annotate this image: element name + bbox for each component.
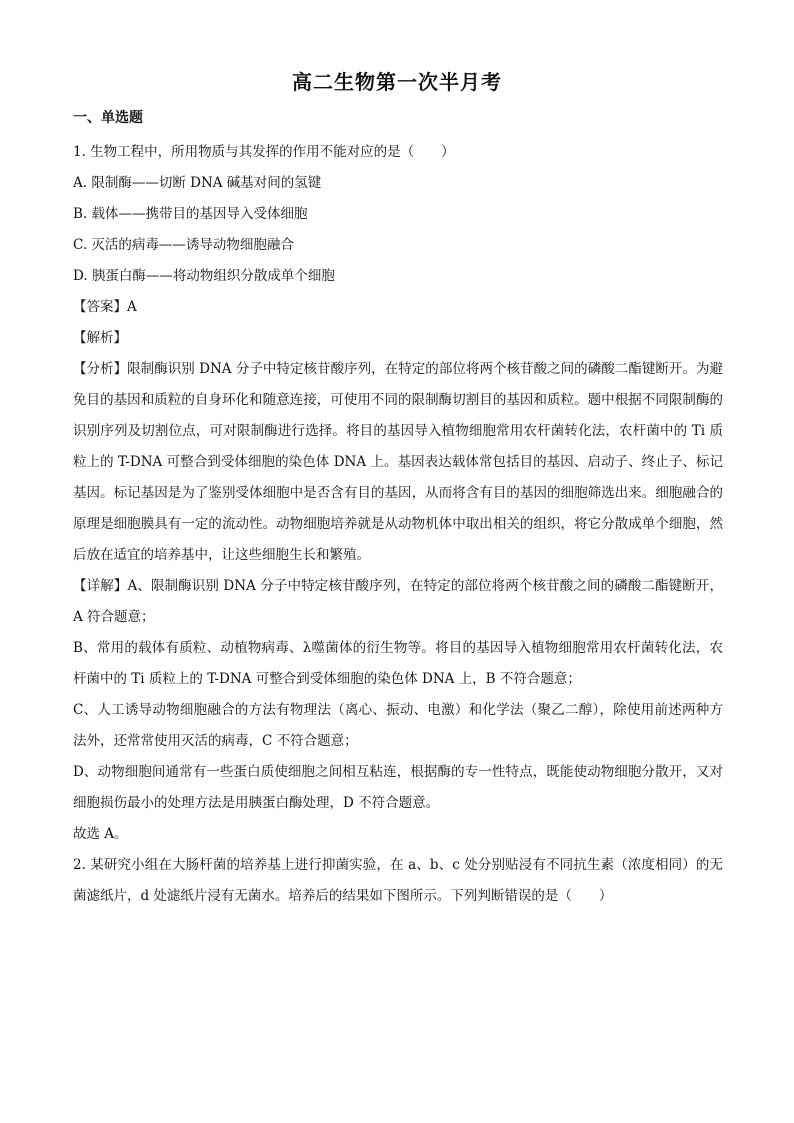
question-1-option-d: D. 胰蛋白酶——将动物组织分散成单个细胞	[73, 268, 335, 284]
document-title: 高二生物第一次半月考	[292, 70, 502, 94]
fenxi-text: 限制酶识别 DNA 分子中特定核苷酸序列，在特定的部位将两个核苷酸之间的磷酸二酯键断开。为避免目的基因和质粒的自身环化和随意连接，可使用不同的限制酶切割目的基因和质粒。题中根据不同限制酶的识别序列及切割位点，可对限制酶进行选择。将目的基因导入植物细胞常用农杆菌转化法，农杆菌中的 Ti 质粒上的 T-DNA 可整合到受体细胞的染色体 DNA 上。基因表达载体常包括目的基因、启动子、终止子、标记基因。标记基因是为了鉴别受体细胞中是否含有目的基因，从而将含有目的基因的细胞筛选出来。细胞融合的原理是细胞膜具有一定的流动性。动物细胞培养就是从动物机体中取出相关的组织，将它分散成单个细胞，然后放在适宜的培养基中，让这些细胞生长和繁殖。	[73, 361, 724, 563]
analysis-paragraph	[73, 354, 723, 571]
answer-label: 【答案】	[73, 299, 127, 315]
question-content	[73, 137, 723, 912]
analysis-label: 【解析】	[73, 330, 127, 346]
detail-a-text: A、限制酶识别 DNA 分子中特定核苷酸序列，在特定的部位将两个核苷酸之间的磷酸二酯键断开，A 符合题意；	[73, 578, 724, 625]
question-1-stem: 1. 生物工程中，所用物质与其发挥的作用不能对应的是（ ）	[73, 144, 455, 160]
fenxi-label: 【分析】	[73, 361, 128, 377]
answer-line	[73, 292, 723, 323]
detail-paragraph-b: B、常用的载体有质粒、动植物病毒、λ噬菌体的衍生物等。将目的基因导入植物细胞常用农杆菌转化法，农杆菌中的 Ti 质粒上的 T-DNA 可整合到受体细胞的染色体 DNA 上，B 不符合题意；	[73, 640, 723, 687]
section-heading: 一、单选题	[73, 110, 143, 126]
question-2-stem: 2. 某研究小组在大肠杆菌的培养基上进行抑菌实验，在 a、b、c 处分别贴浸有不同抗生素（浓度相同）的无菌滤纸片，d 处滤纸片浸有无菌水。培养后的结果如下图所示。下列判断错误的是（ ）	[73, 857, 723, 904]
xiangjie-label: 【详解】	[73, 578, 128, 594]
question-1-option-c: C. 灭活的病毒——诱导动物细胞融合	[73, 237, 294, 253]
answer-value: A	[127, 299, 137, 315]
conclusion-line: 故选 A。	[73, 826, 128, 842]
detail-paragraph-c: C、人工诱导动物细胞融合的方法有物理法（离心、振动、电激）和化学法（聚乙二醇），除使用前述两种方法外，还常常使用灭活的病毒，C 不符合题意；	[73, 702, 723, 749]
question-1-option-b: B. 载体——携带目的基因导入受体细胞	[73, 206, 308, 222]
question-1-option-a: A. 限制酶——切断 DNA 碱基对间的氢键	[73, 175, 322, 191]
detail-paragraph-a	[73, 571, 723, 633]
detail-paragraph-d: D、动物细胞间通常有一些蛋白质使细胞之间相互粘连，根据酶的专一性特点，既能使动物细胞分散开，又对细胞损伤最小的处理方法是用胰蛋白酶处理，D 不符合题意。	[73, 764, 723, 811]
